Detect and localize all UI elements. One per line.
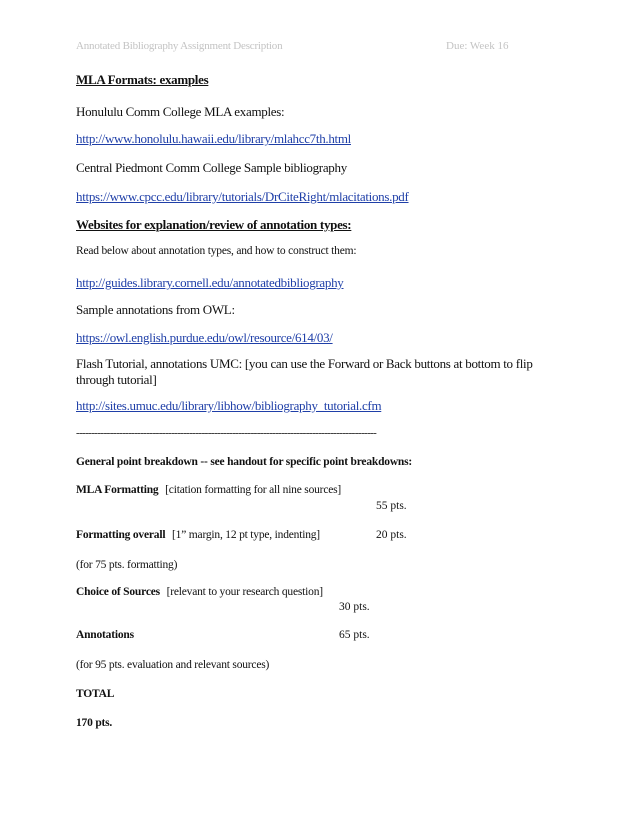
choice-of-sources-label: Choice of Sources <box>76 586 160 598</box>
choice-of-sources-row <box>76 586 323 598</box>
mla-formatting-desc: [citation formatting for all nine sources] <box>165 484 342 496</box>
honolulu-label: Honululu Comm College MLA examples: <box>76 104 285 119</box>
formatting-overall-points: 20 pts. <box>376 529 407 541</box>
flash-tutorial-text: Flash Tutorial, annotations UMC: [you can use the Forward or Back buttons at bottom to flip through tutorial] <box>76 356 533 387</box>
formatting-overall-desc: [1” margin, 12 pt type, indenting] <box>172 529 320 541</box>
header-title: Annotated Bibliography Assignment Description <box>76 40 283 52</box>
owl-link[interactable]: https://owl.english.purdue.edu/owl/resource/614/03/ <box>76 330 333 345</box>
cpcc-label: Central Piedmont Comm College Sample bibliography <box>76 160 347 175</box>
owl-label: Sample annotations from OWL: <box>76 302 235 317</box>
formatting-overall-label: Formatting overall <box>76 529 166 541</box>
umuc-link[interactable]: http://sites.umuc.edu/library/libhow/bibliography_tutorial.cfm <box>76 398 382 413</box>
breakdown-heading: General point breakdown -- see handout for specific point breakdowns: <box>76 456 413 468</box>
header-due-date: Due: Week 16 <box>446 40 509 52</box>
cornell-link[interactable]: http://guides.library.cornell.edu/annotatedbibliography <box>76 275 344 290</box>
choice-of-sources-desc: [relevant to your research question] <box>166 586 323 598</box>
total-value: 170 pts. <box>76 717 113 729</box>
websites-heading: Websites for explanation/review of annotation types: <box>76 217 352 232</box>
mla-formatting-label: MLA Formatting <box>76 484 159 496</box>
annotations-points: 65 pts. <box>339 629 370 641</box>
cpcc-link[interactable]: https://www.cpcc.edu/library/tutorials/DrCiteRight/mlacitations.pdf <box>76 189 409 204</box>
mla-formatting-row <box>76 484 341 496</box>
mla-formatting-points: 55 pts. <box>376 500 407 512</box>
choice-of-sources-points: 30 pts. <box>339 601 370 613</box>
formatting-total-note: (for 75 pts. formatting) <box>76 559 178 571</box>
divider-line: -------------------------------------------------------------------------------------------------- <box>76 427 377 439</box>
mla-formats-heading: MLA Formats: examples <box>76 72 209 87</box>
formatting-overall-row <box>76 529 320 541</box>
read-below-text: Read below about annotation types, and how to construct them: <box>76 245 357 257</box>
total-label: TOTAL <box>76 688 115 700</box>
annotations-label: Annotations <box>76 629 134 641</box>
evaluation-total-note: (for 95 pts. evaluation and relevant sources) <box>76 659 270 671</box>
honolulu-link[interactable]: http://www.honolulu.hawaii.edu/library/mlahcc7th.html <box>76 131 351 146</box>
